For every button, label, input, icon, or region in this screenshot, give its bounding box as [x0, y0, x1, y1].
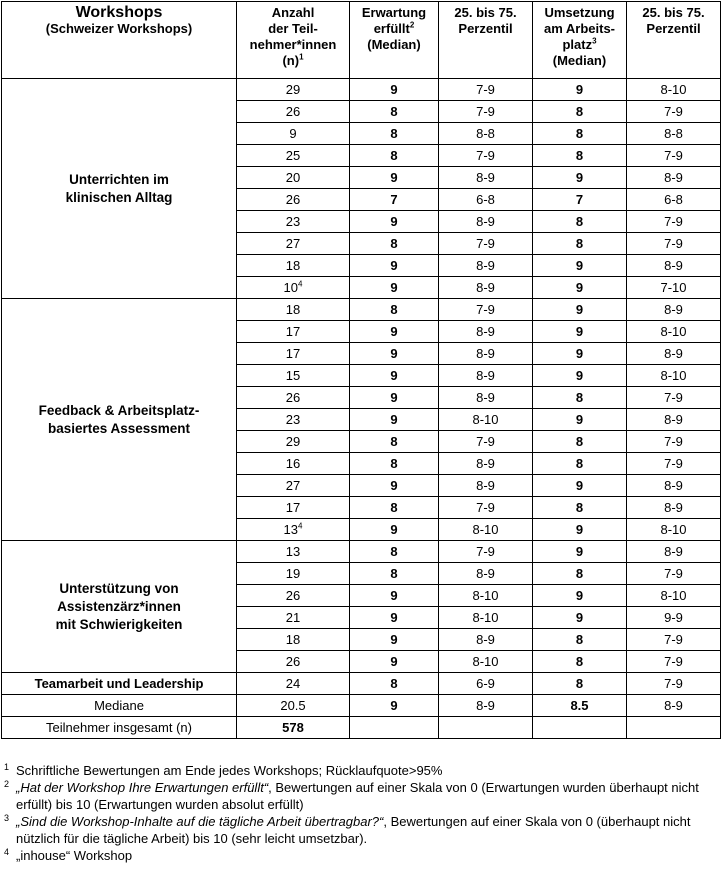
total-label: Teilnehmer insgesamt (n) [2, 717, 237, 739]
percentile-1-cell: 8-9 [439, 563, 533, 585]
expectation-cell: 9 [350, 211, 439, 233]
implementation-cell: 9 [533, 585, 627, 607]
percentile-2-cell: 8-9 [627, 497, 721, 519]
percentile-1-cell: 7-9 [439, 233, 533, 255]
implementation-cell: 8 [533, 211, 627, 233]
percentile-2-cell: 7-9 [627, 145, 721, 167]
group-label: Unterstützung von Assistenzärz*innen mit Schwierigkeiten [2, 541, 237, 673]
percentile-1-cell: 8-10 [439, 519, 533, 541]
total-empty-4 [627, 717, 721, 739]
implementation-cell: 9 [533, 167, 627, 189]
percentile-2-cell: 7-9 [627, 431, 721, 453]
percentile-1-cell: 8-9 [439, 629, 533, 651]
percentile-2-cell: 8-9 [627, 167, 721, 189]
footnote-4: 4 „inhouse“ Workshop [4, 847, 133, 863]
implementation-cell: 9 [533, 541, 627, 563]
expectation-cell: 9 [350, 365, 439, 387]
expectation-cell: 8 [350, 299, 439, 321]
median-n: 20.5 [237, 695, 350, 717]
implementation-cell: 8 [533, 145, 627, 167]
expectation-cell: 8 [350, 123, 439, 145]
percentile-2-cell: 8-9 [627, 343, 721, 365]
participants-cell: 27 [237, 233, 350, 255]
participants-cell: 27 [237, 475, 350, 497]
percentile-2-cell: 8-10 [627, 321, 721, 343]
percentile-2-cell: 8-9 [627, 299, 721, 321]
expectation-cell: 8 [350, 431, 439, 453]
implementation-cell: 8 [533, 497, 627, 519]
percentile-1-cell: 8-9 [439, 387, 533, 409]
percentile-2-cell: 8-10 [627, 585, 721, 607]
expectation-cell: 9 [350, 519, 439, 541]
implementation-cell: 9 [533, 79, 627, 101]
participants-cell: 19 [237, 563, 350, 585]
participants-cell: 18 [237, 255, 350, 277]
percentile-1-cell: 8-10 [439, 651, 533, 673]
implementation-cell: 9 [533, 277, 627, 299]
implementation-cell: 8 [533, 387, 627, 409]
participants-cell: 26 [237, 387, 350, 409]
footnote-1: 1 Schriftliche Bewertungen am Ende jedes Workshops; Rücklaufquote>95% [4, 762, 443, 778]
percentile-2-cell: 7-9 [627, 233, 721, 255]
percentile-2-cell: 8-10 [627, 79, 721, 101]
median-percentile-1: 8-9 [439, 695, 533, 717]
percentile-1-cell: 7-9 [439, 497, 533, 519]
participants-cell: 9 [237, 123, 350, 145]
participants-cell: 26 [237, 585, 350, 607]
implementation-cell: 9 [533, 365, 627, 387]
participants-cell: 23 [237, 211, 350, 233]
percentile-2-cell: 8-10 [627, 519, 721, 541]
implementation-cell: 8 [533, 651, 627, 673]
footnote-3: 3 „Sind die Workshop-Inhalte auf die tägliche Arbeit übertragbar?“, Bewertungen auf einer Skala von 0 (überhaupt nicht nützlich für die tägliche Arbeit) bis 10 (sehr leicht umsetzbar). [4, 813, 691, 846]
percentile-2-cell: 7-9 [627, 101, 721, 123]
footnote-2: 2 „Hat der Workshop Ihre Erwartungen erfüllt“, Bewertungen auf einer Skala von 0 (Erwartungen wurden überhaupt nicht erfüllt) bis 10 (Erwartungen wurden absolut erfüllt) [4, 779, 699, 812]
implementation-cell: 8 [533, 431, 627, 453]
median-expectation: 9 [350, 695, 439, 717]
percentile-1-cell: 8-9 [439, 365, 533, 387]
percentile-2-cell: 7-10 [627, 277, 721, 299]
percentile-1-cell: 8-9 [439, 211, 533, 233]
percentile-2-cell: 7-9 [627, 387, 721, 409]
percentile-2-cell: 7-9 [627, 651, 721, 673]
percentile-2-cell: 7-9 [627, 563, 721, 585]
header-participants: Anzahl der Teil- nehmer*innen $(n)^1$ [237, 2, 350, 79]
percentile-2-cell: 8-9 [627, 255, 721, 277]
implementation-cell: 9 [533, 343, 627, 365]
median-label: Mediane [2, 695, 237, 717]
expectation-cell: 9 [350, 321, 439, 343]
percentile-1-cell: 8-9 [439, 475, 533, 497]
percentile-1-cell: 8-9 [439, 343, 533, 365]
implementation-cell: 9 [533, 475, 627, 497]
table-body [2, 79, 721, 739]
participants-cell: 29 [237, 79, 350, 101]
participants-cell: 17 [237, 343, 350, 365]
percentile-1-cell: 6-8 [439, 189, 533, 211]
team-implementation: 8 [533, 673, 627, 695]
participants-cell: 18 [237, 629, 350, 651]
participants-cell: 15 [237, 365, 350, 387]
expectation-cell: 8 [350, 145, 439, 167]
implementation-cell: 8 [533, 123, 627, 145]
participants-cell: 16 [237, 453, 350, 475]
expectation-cell: 8 [350, 453, 439, 475]
team-expectation: 8 [350, 673, 439, 695]
table-row [2, 541, 721, 563]
total-empty-1 [350, 717, 439, 739]
percentile-1-cell: 8-9 [439, 321, 533, 343]
participants-cell: $13^4$ [237, 519, 350, 541]
percentile-1-cell: 7-9 [439, 541, 533, 563]
implementation-cell: 8 [533, 629, 627, 651]
header-percentile-1: 25. bis 75. Perzentil [439, 2, 533, 79]
percentile-1-cell: 7-9 [439, 145, 533, 167]
team-n: 24 [237, 673, 350, 695]
team-label: Teamarbeit und Leadership [2, 673, 237, 695]
expectation-cell: 8 [350, 497, 439, 519]
percentile-1-cell: 7-9 [439, 79, 533, 101]
expectation-cell: 7 [350, 189, 439, 211]
implementation-cell: 9 [533, 607, 627, 629]
expectation-cell: 9 [350, 277, 439, 299]
expectation-cell: 8 [350, 101, 439, 123]
percentile-2-cell: 7-9 [627, 453, 721, 475]
percentile-1-cell: 7-9 [439, 299, 533, 321]
implementation-cell: 8 [533, 453, 627, 475]
expectation-cell: 9 [350, 475, 439, 497]
expectation-cell: 9 [350, 651, 439, 673]
expectation-cell: 9 [350, 255, 439, 277]
percentile-1-cell: 8-10 [439, 585, 533, 607]
participants-cell: 23 [237, 409, 350, 431]
expectation-cell: 8 [350, 233, 439, 255]
percentile-2-cell: 6-8 [627, 189, 721, 211]
total-row [2, 717, 721, 739]
percentile-2-cell: 7-9 [627, 211, 721, 233]
percentile-2-cell: 7-9 [627, 629, 721, 651]
implementation-cell: 8 [533, 233, 627, 255]
implementation-cell: 7 [533, 189, 627, 211]
percentile-1-cell: 8-9 [439, 255, 533, 277]
expectation-cell: 9 [350, 79, 439, 101]
participants-cell: 26 [237, 189, 350, 211]
participants-cell: 17 [237, 497, 350, 519]
percentile-1-cell: 8-9 [439, 167, 533, 189]
implementation-cell: 8 [533, 101, 627, 123]
percentile-1-cell: 7-9 [439, 101, 533, 123]
expectation-cell: 9 [350, 585, 439, 607]
expectation-cell: 9 [350, 387, 439, 409]
total-empty-2 [439, 717, 533, 739]
participants-cell: 20 [237, 167, 350, 189]
percentile-1-cell: 8-9 [439, 453, 533, 475]
participants-cell: 29 [237, 431, 350, 453]
implementation-cell: 9 [533, 299, 627, 321]
participants-cell: 26 [237, 101, 350, 123]
table-row [2, 299, 721, 321]
median-row [2, 695, 721, 717]
percentile-1-cell: 8-8 [439, 123, 533, 145]
participants-cell: 25 [237, 145, 350, 167]
percentile-1-cell: 8-9 [439, 277, 533, 299]
participants-cell: 21 [237, 607, 350, 629]
group-label: Unterrichten im klinischen Alltag [2, 79, 237, 299]
team-row [2, 673, 721, 695]
expectation-cell: 8 [350, 541, 439, 563]
implementation-cell: 9 [533, 321, 627, 343]
total-n: 578 [237, 717, 350, 739]
participants-cell: 17 [237, 321, 350, 343]
header-workshops: Workshops (Schweizer Workshops) [2, 2, 237, 79]
expectation-cell: 9 [350, 629, 439, 651]
expectation-cell: 9 [350, 607, 439, 629]
participants-cell: $10^4$ [237, 277, 350, 299]
expectation-cell: 9 [350, 343, 439, 365]
participants-cell: 26 [237, 651, 350, 673]
percentile-1-cell: 8-10 [439, 607, 533, 629]
header-percentile-2: 25. bis 75. Perzentil [627, 2, 721, 79]
median-percentile-2: 8-9 [627, 695, 721, 717]
implementation-cell: 9 [533, 519, 627, 541]
percentile-2-cell: 8-9 [627, 409, 721, 431]
percentile-2-cell: 8-10 [627, 365, 721, 387]
footnotes [2, 762, 718, 864]
header-expectation: Erwartung erfüllt$^2$ (Median) [350, 2, 439, 79]
implementation-cell: 8 [533, 563, 627, 585]
team-percentile-2: 7-9 [627, 673, 721, 695]
total-empty-3 [533, 717, 627, 739]
percentile-1-cell: 7-9 [439, 431, 533, 453]
table-row [2, 79, 721, 101]
participants-cell: 13 [237, 541, 350, 563]
header-implementation: Umsetzung am Arbeits- platz$^3$ (Median) [533, 2, 627, 79]
implementation-cell: 9 [533, 255, 627, 277]
percentile-2-cell: 8-9 [627, 475, 721, 497]
workshop-evaluation-table [1, 1, 721, 739]
percentile-2-cell: 8-9 [627, 541, 721, 563]
expectation-cell: 9 [350, 409, 439, 431]
percentile-2-cell: 8-8 [627, 123, 721, 145]
participants-cell: 18 [237, 299, 350, 321]
expectation-cell: 8 [350, 563, 439, 585]
group-label: Feedback & Arbeitsplatz- basiertes Assessment [2, 299, 237, 541]
median-implementation: 8.5 [533, 695, 627, 717]
header-row [2, 2, 721, 79]
team-percentile-1: 6-9 [439, 673, 533, 695]
percentile-2-cell: 9-9 [627, 607, 721, 629]
expectation-cell: 9 [350, 167, 439, 189]
percentile-1-cell: 8-10 [439, 409, 533, 431]
implementation-cell: 9 [533, 409, 627, 431]
